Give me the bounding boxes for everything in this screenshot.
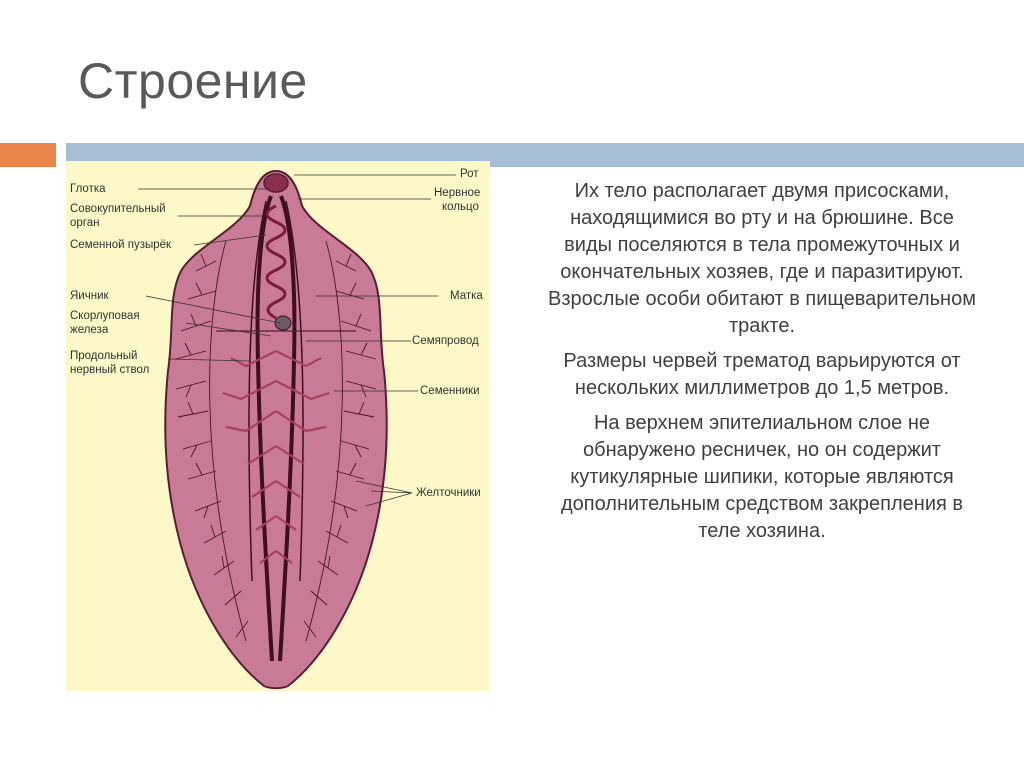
label-yaichnik: Яичник	[70, 290, 109, 302]
label-skorlup-line1: Скорлуповая	[70, 310, 140, 322]
label-skorlup-line2: железа	[70, 324, 109, 336]
label-prodol-line1: Продольный	[70, 350, 138, 362]
accent-bar-orange	[0, 143, 56, 167]
label-rot: Рот	[460, 168, 479, 180]
label-semenniki: Семенники	[420, 385, 480, 397]
label-nervnoe-line1: Нервное	[434, 187, 481, 199]
ovary	[275, 316, 291, 330]
label-prodol-line2: нервный ствол	[70, 364, 150, 376]
slide-title: Строение	[78, 53, 308, 109]
label-semyaprovod: Семяпровод	[412, 335, 479, 347]
label-glotka: Глотка	[70, 183, 106, 195]
label-semennoy: Семенной пузырёк	[70, 239, 172, 251]
paragraph-1: Их тело располагает двумя присосками, находящимися во рту и на брюшине. Все виды поселяются в тела промежуточных и окончательных хозяев, где и паразитируют. Взрослые особи обитают в пищеварительном тракте.	[548, 180, 976, 337]
paragraph-3: На верхнем эпителиальном слое не обнаружено ресничек, но он содержит кутикулярные шипики, которые являются дополнительным средством закрепления в теле хозяина.	[560, 412, 963, 542]
label-zheltochniki: Желточники	[416, 487, 481, 499]
fluke-anatomy-diagram	[66, 161, 490, 691]
label-nervnoe-line2: кольцо	[442, 201, 479, 213]
fluke-body	[165, 171, 386, 688]
oral-sucker	[264, 174, 288, 192]
paragraph-2: Размеры червей трематод варьируются от нескольких миллиметров до 1,5 метров.	[563, 350, 961, 399]
label-sovokup-line1: Совокупительный	[70, 203, 166, 215]
label-matka: Матка	[450, 290, 483, 302]
label-sovokup-line2: орган	[70, 217, 100, 229]
description-text	[548, 178, 976, 553]
